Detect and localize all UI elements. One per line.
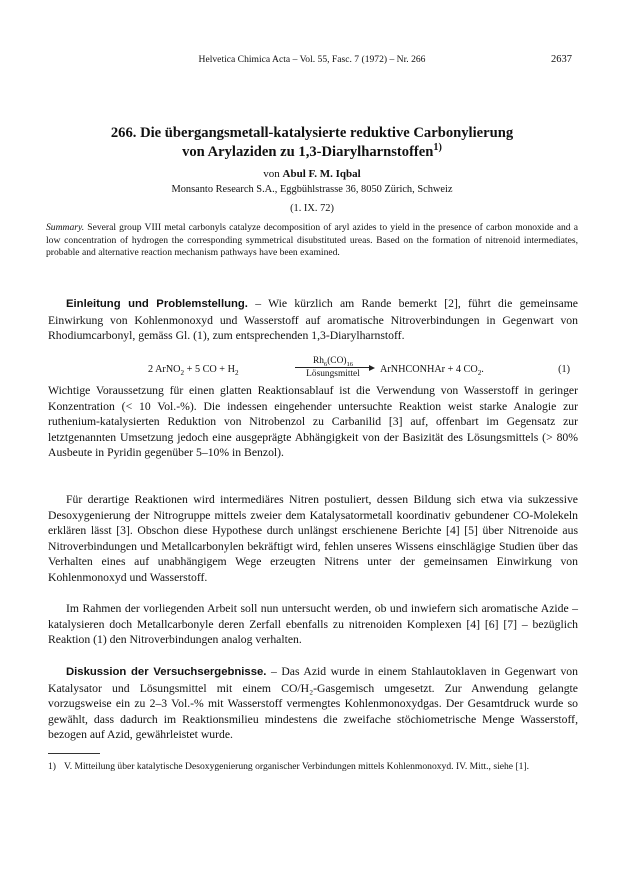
intro-paragraph-4: Im Rahmen der vorliegenden Arbeit soll nun untersucht werden, ob und inwiefern sich aromatische Azide – katalysieren doch Metallcarbonyle deren Zerfall ebenfalls zu nitrenoiden Komplexen [4] [6] [7] – bezüglich Reaktion (1) den Nitroverbindungen analog verhalten.: [48, 602, 578, 647]
summary: [46, 222, 578, 260]
footnote-text: V. Mitteilung über katalytische Desoxygenierung organischer Verbindungen mittels Kohlenmonoxyd. IV. Mitt., siehe [1].: [64, 761, 530, 772]
footnote-mark: 1): [48, 761, 56, 772]
footnote-rule: [48, 753, 100, 754]
summary-text: Several group VIII metal carbonyls catalyze decomposition of aryl azides to yield in the presence of carbon monoxide and a low concentration of hydrogen the corresponding symmetrical disubstituted ureas. Based on the formation of nitrenoid intermediates, probable and alternative reaction mechanism pathways have been examined.: [46, 222, 578, 259]
author-prefix: von: [263, 168, 280, 180]
equation-catalyst: $Rh_6(CO)_{16}$ Lösungsmittel: [295, 356, 371, 379]
equation-solvent: Lösungsmittel: [306, 369, 360, 379]
article-title: [50, 124, 574, 162]
page-number: 2637: [551, 54, 572, 65]
intro-paragraph-1-text: – Wie kürzlich am Rande bemerkt [2], führt die gemeinsame Einwirkung von Kohlenmonoxyd und Wasserstoff auf aromatische Nitroverbindungen in Gegenwart von Rhodiumcarbonyl, gemäss Gl. (1), zum entsprechenden 1,3-Diarylharnstoff.: [48, 297, 578, 343]
section-heading-intro: Einleitung und Problemstellung.: [66, 298, 248, 310]
affiliation: Monsanto Research S.A., Eggbühlstrasse 36, 8050 Zürich, Schweiz: [171, 184, 453, 195]
equation-number: (1): [558, 364, 570, 375]
journal-header: Helvetica Chimica Acta – Vol. 55, Fasc. 7 (1972) – Nr. 266: [198, 54, 426, 65]
author-name: Abul F. M. Iqbal: [282, 168, 361, 180]
reaction-arrow: [295, 367, 371, 368]
title-line-2: von Arylaziden zu 1,3-Diarylharnstoffen: [182, 144, 434, 160]
title-line-1: 266. Die übergangsmetall-katalysierte reduktive Carbonylierung: [110, 125, 514, 141]
author-line: [50, 168, 574, 180]
received-date: (1. IX. 72): [290, 203, 334, 214]
intro-paragraph-2: Wichtige Voraussetzung für einen glatten Reaktionsablauf ist die Verwendung von Wasserstoff in geringer Konzentration (< 10 Vol.-%). Die indessen eingehender untersuchte Reaktion weist starke Analogie zur ruthenium-katalysierten Reduktion von Nitrobenzol zu Carbanilid [3] auf, offenbart im Gegensatz zur letztgenannten Umsetzung jedoch eine ausgeprägte Abhängigkeit von der Basizität des Lösungsmittels (> 80% Ausbeute in Pyridin gegenüber 5–10% in Benzol).: [48, 384, 578, 460]
equation-rhs: ArNHCONHAr + 4 $CO_2$.: [380, 364, 484, 378]
equation-lhs: 2 ArNO$_2$ + 5 CO + $H_2$: [148, 364, 239, 378]
summary-label: Summary.: [46, 222, 85, 233]
equation-1: [48, 356, 578, 380]
footnote: [48, 760, 578, 774]
title-footnote-mark: 1): [433, 142, 442, 154]
section-heading-discussion: Diskussion der Versuchsergebnisse.: [66, 666, 267, 678]
discussion-paragraph-1-text: – Das Azid wurde in einem Stahlautoklaven in Gegenwart von Katalysator und Lösungsmittel mit einem CO/H₂-Gasgemisch umgesetzt. Zur Anwendung gelangte vorzugsweise ein zu 2–3 Vol.-% mit Wasserstoff vermengtes Kohlenmonoxydgas. Der Gesamtdruck wurde so gewählt, dass dadurch im Reaktionsmilieu mindestens die zweifache stöchiometrische Menge Wasserstoff, bezogen auf Azid, gewährleistet wurde.: [48, 665, 578, 742]
intro-paragraph-1: [48, 296, 578, 344]
intro-paragraph-3: Für derartige Reaktionen wird intermediäres Nitren postuliert, dessen Bildung sich etwa via sukzessive Desoxygenierung der Nitrogruppe mittels zweier dem Katalysatormetall koordinativ gebundener CO-Molekeln erklären lässt [3]. Obschon diese Hypothese durch unlängst erschienene Berichte [4] [5] über Nitrenoide aus Nitroverbindungen und Metallcarbonylen bekräftigt wird, fehlen unseres Wissens einschlägige Studien über das Verhalten eines auf unabhängigem Wege erzeugten Nitrens unter der gemeinsamen Einwirkung von Kohlenmonoxyd und Wasserstoff.: [48, 493, 578, 584]
discussion-paragraph-1: [48, 664, 578, 743]
running-header: [0, 54, 624, 70]
